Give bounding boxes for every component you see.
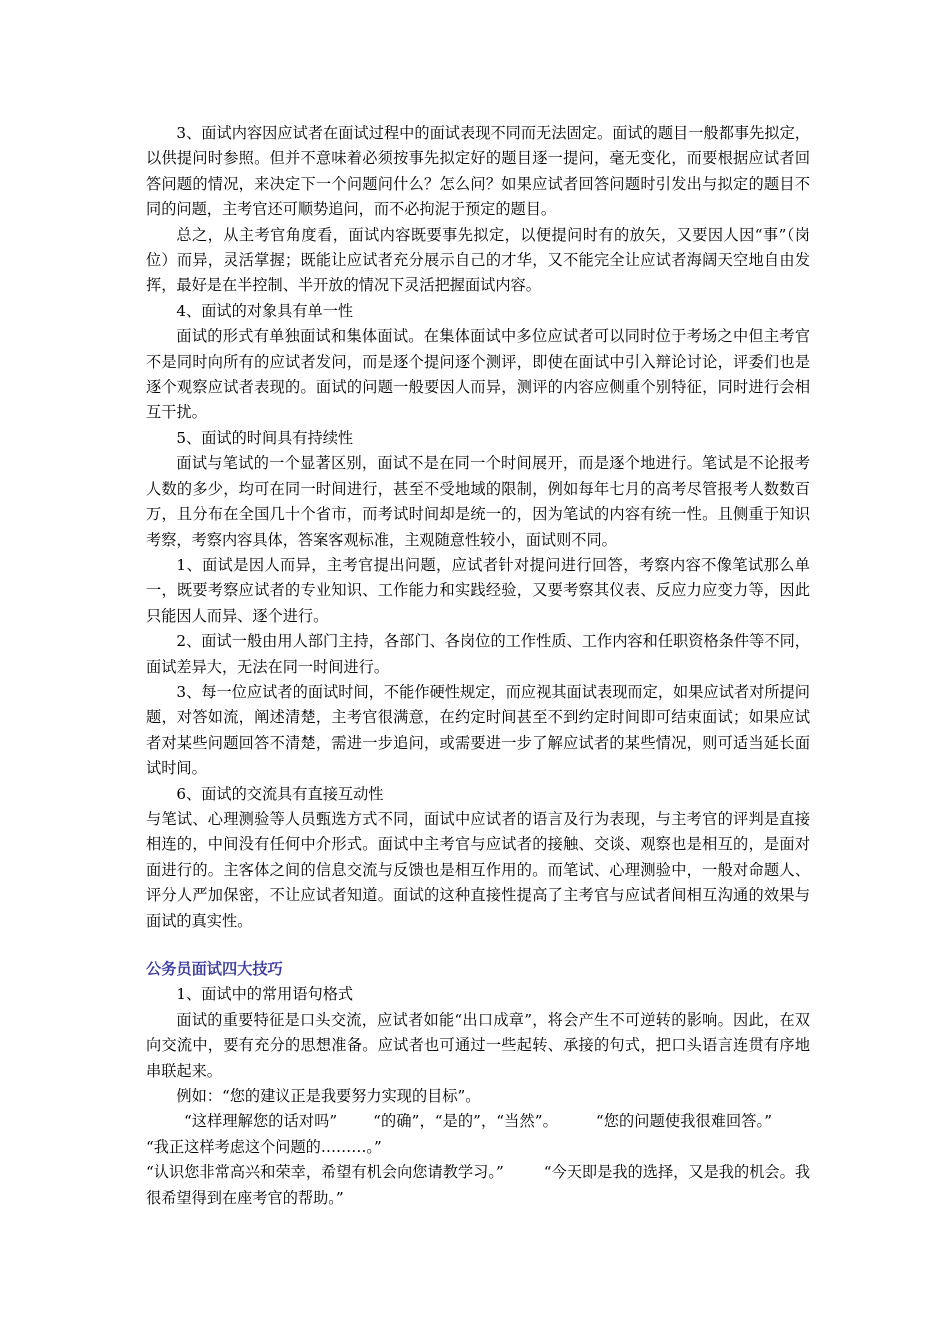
paragraph-oral-communication: 面试的重要特征是口头交流，应试者如能“出口成章”，将会产生不可逆转的影响。因此，在双向交流中，要有充分的思想准备。应试者也可通过一些起转、承接的句式，把口头语言连贯有序地串联起来。 [146, 1010, 810, 1080]
document-page [146, 121, 810, 1211]
paragraph-point-2: 2、面试一般由用人部门主持，各部门、各岗位的工作性质、工作内容和任职资格条件等不同，面试差异大，无法在同一时间进行。 [146, 632, 810, 676]
paragraph-example: 例如：“您的建议正是我要努力实现的目标”。 [176, 1087, 481, 1106]
quote-indeed: “的确”，“是的”，“当然”。 [373, 1112, 558, 1131]
section-title-four-skills: 公务员面试四大技巧 [146, 960, 283, 978]
quote-difficult: “您的问题使我很难回答。” [595, 1112, 773, 1131]
paragraph-interview-content: 3、面试内容因应试者在面试过程中的面试表现不同而无法固定。面试的题目一般都事先拟定，以供提问时参照。但并不意味着必须按事先拟定好的题目逐一提问，毫无变化，而要根据应试者回答问题的情况，来决定下一个问题问什么？怎么问？如果应试者回答问题时引发出与拟定的题目不同的问题，主考官还可顺势追问，而不必拘泥于预定的题目。 [146, 124, 810, 219]
quote-choice: “今天即是我的选择，又是我的机会。我很希望得到在座考官的帮助。” [146, 1163, 811, 1207]
paragraph-direct-interaction: 与笔试、心理测验等人员甄选方式不同，面试中应试者的语言及行为表现，与主考官的评判是直接相连的，中间没有任何中介形式。面试中主考官与应试者的接触、交谈、观察也是相互的，是面对面进行的。主客体之间的信息交流与反馈也是相互作用的。而笔试、心理测验中，一般对命题人、评分人严加保密，不让应试者知道。面试的这种直接性提高了主考官与应试者间相互沟通的效果与面试的真实性。 [146, 809, 810, 930]
paragraph-interview-forms: 面试的形式有单独面试和集体面试。在集体面试中多位应试者可以同时位于考场之中但主考官不是同时向所有的应试者发问，而是逐个提问逐个测评，即使在面试中引入辩论讨论，评委们也是逐个观察应试者表现的。面试的问题一般要因人而异，测评的内容应侧重个别特征，同时进行会相互干扰。 [146, 327, 810, 422]
subheading-duration: 5、面试的时间具有持续性 [176, 428, 354, 447]
paragraph-point-1: 1、面试是因人而异，主考官提出问题，应试者针对提问进行回答，考察内容不像笔试那么单一，既要考察应试者的专业知识、工作能力和实践经验，又要考察其仪表、反应力应变力等，因此只能因人而异、逐个进行。 [146, 555, 810, 625]
paragraph-quotes-2 [146, 1160, 810, 1211]
subheading-interaction: 6、面试的交流具有直接互动性 [176, 784, 384, 803]
paragraph-point-3: 3、每一位应试者的面试时间，不能作硬性规定，而应视其面试表现而定，如果应试者对所提问题，对答如流，阐述清楚，主考官很满意，在约定时间甚至不到约定时间即可结束面试；如果应试者对某些问题回答不清楚，需进一步追问，或需要进一步了解应试者的某些情况，则可适当延长面试时间。 [146, 682, 810, 778]
paragraph-summary: 总之，从主考官角度看，面试内容既要事先拟定，以便提问时有的放矢，又要因人因“事”（岗位）而异，灵活掌握；既能让应试者充分展示自己的才华，又不能完全让应试者海阔天空地自由发挥，最好是在半控制、半开放的情况下灵活把握面试内容。 [146, 225, 810, 295]
quote-considering: “我正这样考虑这个问题的………。” [146, 1137, 382, 1156]
quote-understand: “这样理解您的话对吗” [184, 1112, 338, 1131]
paragraph-interview-vs-written: 面试与笔试的一个显著区别，面试不是在同一个时间展开，而是逐个地进行。笔试是不论报考人数的多少，均可在同一时间进行，甚至不受地域的限制，例如每年七月的高考尽管报考人数数百万，且分布在全国几十个省市，而考试时间却是统一的，因为笔试的内容有统一性。且侧重于知识考察，考察内容具体，答案客观标准，主观随意性较小，面试则不同。 [146, 454, 810, 549]
subheading-common-phrases: 1、面试中的常用语句格式 [176, 985, 354, 1004]
paragraph-quotes-1 [146, 1109, 810, 1160]
subheading-single-object: 4、面试的对象具有单一性 [176, 301, 354, 320]
quote-honored: “认识您非常高兴和荣幸，希望有机会向您请教学习。” [146, 1163, 504, 1182]
